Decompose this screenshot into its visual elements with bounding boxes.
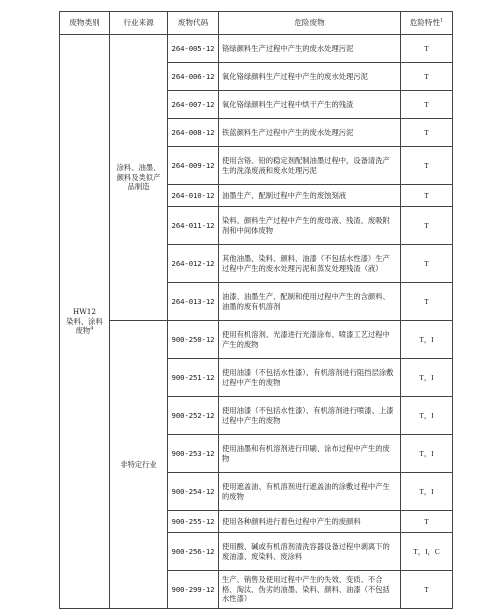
waste-code: 264-010-12 [168,185,219,207]
hazard-characteristic: T，I [401,359,453,397]
waste-code: 900-250-12 [168,321,219,359]
waste-description: 氧化铬绿颜料生产过程中产生的废水处理污泥 [219,63,401,91]
hazard-characteristic: T [401,207,453,245]
hazard-characteristic: T [401,147,453,185]
waste-description: 铬绿颜料生产过程中产生的废水处理污泥 [219,35,401,63]
industry-source-label: 涂料、油墨、颜料及类似产品制造 [116,163,161,192]
table-row [60,35,453,63]
waste-description: 使用含铬、铅的稳定剂配制油墨过程中，设备清洗产生的洗涤废液和废水处理污泥 [219,147,401,185]
waste-code: 264-008-12 [168,119,219,147]
hazard-characteristic: T，I [401,435,453,473]
table-row [60,321,453,359]
header-category: 废物类别 [60,12,110,35]
hazard-characteristic: T [401,91,453,119]
hazard-characteristic: T [401,571,453,609]
waste-description: 生产、销售及使用过程中产生的失效、变质、不合格、淘汰、伪劣的油墨、染料、颜料、油漆（不包括水性漆） [219,571,401,609]
hazard-characteristic: T，I [401,397,453,435]
waste-category-cell [60,35,110,609]
hazard-characteristic: T [401,63,453,91]
waste-description: 其他油墨、染料、颜料、油漆（不包括水性漆）生产过程中产生的废水处理污泥和蒸发处理残渣（液） [219,245,401,283]
waste-code: 264-013-12 [168,283,219,321]
hazard-characteristic: T [401,511,453,533]
waste-code: 264-005-12 [168,35,219,63]
waste-code: 900-299-12 [168,571,219,609]
hazard-characteristic: T，I，C [401,533,453,571]
waste-code: 900-252-12 [168,397,219,435]
waste-description: 油墨生产、配制过程中产生的废蚀刻液 [219,185,401,207]
footnote-marker: 1 [440,17,444,24]
waste-code: 264-006-12 [168,63,219,91]
header-code: 废物代码 [168,12,219,35]
waste-description: 染料、颜料生产过程中产生的废母液、残渣、废吸附剂和中间体废物 [219,207,401,245]
hazard-characteristic: T [401,185,453,207]
waste-category-name: 染料、涂料废物 [66,316,103,336]
waste-description: 使用各种颜料进行着色过程中产生的废颜料 [219,511,401,533]
waste-code: 900-256-12 [168,533,219,571]
hazard-characteristic: T，I [401,321,453,359]
waste-description: 使用有机溶剂、光漆进行光漆涂布、喷漆工艺过程中产生的废物 [219,321,401,359]
waste-code: 264-011-12 [168,207,219,245]
table-header-row [60,12,453,35]
waste-description: 油漆、油墨生产、配制和使用过程中产生的含颜料、油墨的废有机溶剂 [219,283,401,321]
hazard-characteristic: T [401,35,453,63]
industry-source-cell [110,321,168,609]
header-waste: 危险废物 [219,12,401,35]
hazardous-waste-table [59,11,453,609]
waste-code: 900-255-12 [168,511,219,533]
header-characteristic-label: 危险特性 [409,18,441,28]
industry-source-cell [110,35,168,321]
waste-category-code: HW12 [72,307,97,317]
hazard-characteristic: T [401,119,453,147]
waste-description: 使用油漆（不包括水性漆）、有机溶剂进行阻挡层涂敷过程中产生的废物 [219,359,401,397]
waste-code: 900-254-12 [168,473,219,511]
header-characteristic [401,12,453,35]
waste-code: 264-007-12 [168,91,219,119]
waste-description: 氧化铬绿颜料生产过程中烘干产生的残渣 [219,91,401,119]
industry-source-label: 非特定行业 [120,459,157,469]
waste-category-name-wrap [63,317,106,336]
waste-code: 264-012-12 [168,245,219,283]
footnote-marker: 4 [90,325,94,332]
waste-description: 使用油漆（不包括水性漆）、有机溶剂进行喷漆、上漆过程中产生的废物 [219,397,401,435]
waste-description: 使用酸、碱或有机溶剂清洗容器设备过程中剥离下的废油漆、废染料、废涂料 [219,533,401,571]
hazard-characteristic: T [401,283,453,321]
waste-code: 900-253-12 [168,435,219,473]
waste-code: 900-251-12 [168,359,219,397]
hazard-characteristic: T [401,245,453,283]
hazard-characteristic: T，I [401,473,453,511]
waste-code: 264-009-12 [168,147,219,185]
waste-description: 铁蓝颜料生产过程中产生的废水处理污泥 [219,119,401,147]
waste-description: 使用遮盖油、有机溶剂进行遮盖油的涂敷过程中产生的废物 [219,473,401,511]
header-source: 行业来源 [110,12,168,35]
waste-description: 使用油墨和有机溶剂进行印刷、涂布过程中产生的废物 [219,435,401,473]
